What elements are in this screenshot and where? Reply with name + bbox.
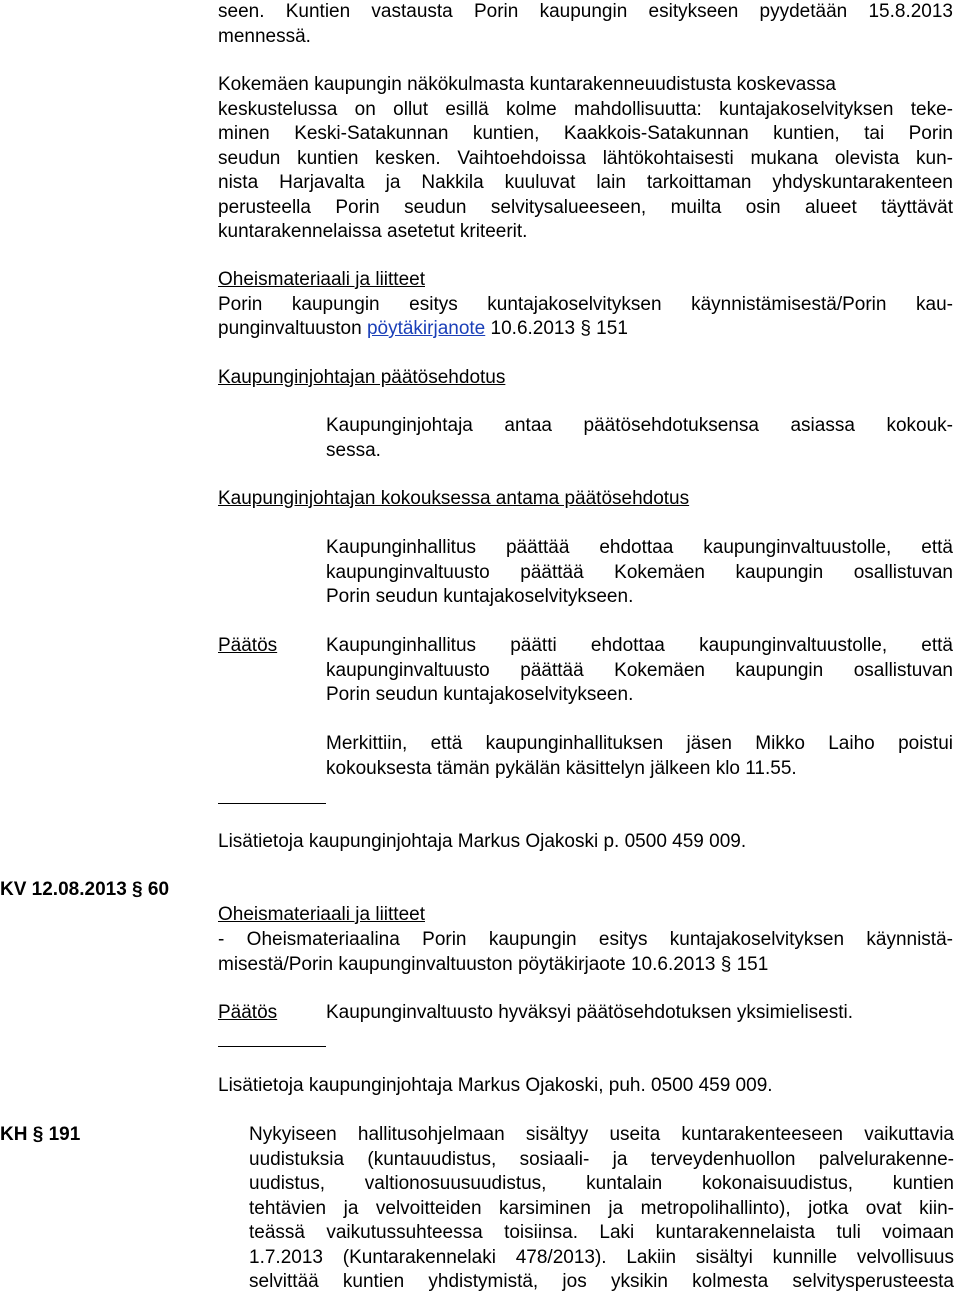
kh-section-text: [249, 1123, 954, 1295]
text-line: keskustelussa on ollut esillä kolme mahdollisuutta: kuntajakoselvityksen teke-: [218, 98, 953, 120]
text-line: teässä vaikutussuhteessa toisiinsa. Laki kuntarakennelaista tuli voimaan: [249, 1222, 954, 1243]
text-line: [218, 317, 953, 342]
text-line: Porin seudun kuntajakoselvitykseen.: [326, 586, 634, 607]
text-line: 1.7.2013 (Kuntarakennelaki 478/2013). Lakiin sisältyi kunnille velvollisuus: [249, 1246, 954, 1268]
text-line: Kaupunginhallitus päättää ehdottaa kaupunginvaltuustolle, että: [326, 537, 953, 558]
text-line: misestä/Porin kaupunginvaltuuston pöytäkirjaote 10.6.2013 § 151: [218, 953, 769, 975]
attachments-section: [218, 268, 953, 342]
text-line: - Oheismateriaalina Porin kaupungin esitys kuntajakoselvityksen käynnistä-: [218, 929, 953, 950]
top-paragraph: [218, 0, 953, 49]
info-line: Lisätietoja kaupunginjohtaja Markus Ojakoski p. 0500 459 009.: [218, 831, 747, 852]
text-line: uudistuksia (kuntauudistus, sosiaali- ja terveydenhuollon palvelurakenne-: [249, 1148, 954, 1170]
text-line: Porin seudun kuntajakoselvitykseen.: [326, 684, 634, 705]
kv-info-line: Lisätietoja kaupunginjohtaja Markus Ojakoski, puh. 0500 459 009.: [218, 1075, 773, 1096]
context-paragraph: [218, 73, 953, 245]
text-fragment: 10.6.2013 § 151: [485, 318, 628, 339]
decision-text: [326, 634, 953, 708]
decision-label: Päätös: [218, 635, 278, 656]
meeting-proposal-text: [326, 536, 953, 610]
kv-decision-text: Kaupunginvaltuusto hyväksyi päätösehdotuksen yksimielisesti.: [326, 1002, 854, 1023]
text-line: selvittää kuntien yhdistymistä, jos yksikin kolmesta selvitysperusteesta: [249, 1271, 954, 1292]
text-line: Nykyiseen hallitusohjelmaan sisältyy useita kuntarakenteeseen vaikuttavia: [249, 1124, 954, 1145]
kh-section-label: KH § 191: [0, 1124, 81, 1145]
text-line: Merkittiin, että kaupunginhallituksen jäsen Mikko Laiho poistui: [326, 733, 953, 754]
kv-section-label: KV 12.08.2013 § 60: [0, 879, 170, 900]
text-line: kaupunginvaltuusto päättää Kokemäen kaupungin osallistuvan: [326, 659, 953, 681]
kv-attachments-text: [218, 928, 953, 977]
text-line: kuntarakennelaissa asetetut kriteerit.: [218, 221, 528, 242]
divider-rule: [218, 1046, 326, 1047]
text-line: Kaupunginhallitus päätti ehdottaa kaupunginvaltuustolle, että: [326, 635, 953, 656]
text-line: Porin kaupungin esitys kuntajakoselvityksen käynnistämisestä/Porin kau-: [218, 293, 953, 315]
divider-rule: [218, 803, 326, 804]
text-line: uudistus, valtionosuusuudistus, kuntalain kokonaisuudistus, kuntien: [249, 1173, 954, 1194]
text-line: kokouksesta tämän pykälän käsittelyn jälkeen klo 11.55.: [326, 757, 797, 779]
meeting-proposal-heading: Kaupunginjohtajan kokouksessa antama päätösehdotus: [218, 488, 690, 509]
kv-decision-label: Päätös: [218, 1002, 278, 1023]
text-line: seudun kuntien kesken. Vaihtoehdoissa lähtökohtaisesti mukana olevista kun-: [218, 147, 953, 169]
decision-note: [326, 732, 953, 781]
text-line: kaupunginvaltuusto päättää Kokemäen kaupungin osallistuvan: [326, 561, 953, 583]
text-line: Kaupunginjohtaja antaa päätösehdotuksensa asiassa kokouk-: [326, 415, 953, 436]
text-line: mennessä.: [218, 25, 311, 47]
text-line: sessa.: [326, 439, 381, 461]
attachments-heading: Oheismateriaali ja liitteet: [218, 269, 425, 290]
text-line: perusteella Porin seudun selvitysalueeseen, muilta osin alueet täyttävät: [218, 196, 953, 218]
text-line: seen. Kuntien vastausta Porin kaupungin esitykseen pyydetään 15.8.2013: [218, 1, 953, 22]
minutes-link[interactable]: pöytäkirjanote: [366, 318, 486, 339]
text-line: nista Harjavalta ja Nakkila kuuluvat lain tarkoittaman yhdyskuntarakenteen: [218, 172, 953, 193]
kv-attachments-heading: Oheismateriaali ja liitteet: [218, 904, 425, 925]
proposal-heading: Kaupunginjohtajan päätösehdotus: [218, 367, 506, 388]
text-line: minen Keski-Satakunnan kuntien, Kaakkois-Satakunnan kuntien, tai Porin: [218, 123, 953, 144]
text-line: Kokemäen kaupungin näkökulmasta kuntarakenneuudistusta koskevassa: [218, 74, 836, 95]
text-fragment: punginvaltuuston: [218, 318, 367, 339]
text-line: tehtävien ja velvoitteiden karsiminen ja metropolihallinto), jotka ovat kiin-: [249, 1197, 954, 1219]
proposal-text: [326, 414, 953, 463]
